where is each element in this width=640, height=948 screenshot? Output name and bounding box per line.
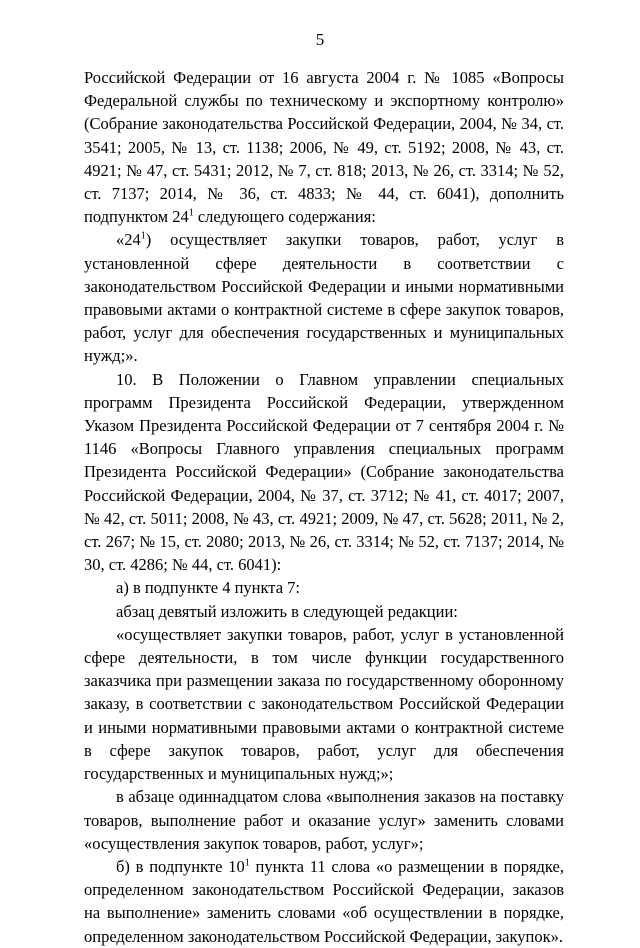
quoted-subparagraph-24-1 xyxy=(84,228,564,367)
item-10: 10. В Положении о Главном управлении специальных программ Президента Российской Федерации, утвержденном Указом Президента Российской Федерации от 7 сентября 2004 г. № 1146 «Вопросы Главного управления специальных программ Президента Российской Федерации» (Собрание законодательства Российской Федерации, 2004, № 37, ст. 3712; № 41, ст. 4017; 2007, № 42, ст. 5011; 2008, № 43, ст. 4921; 2009, № 47, ст. 5628; 2011, № 2, ст. 267; № 15, ст. 2080; 2013, № 26, ст. 3314; № 52, ст. 7137; 2014, № 30, ст. 4286; № 44, ст. 6041): xyxy=(84,369,564,575)
paragraph-text: б) в подпункте 10 xyxy=(116,856,245,876)
paragraph-amendment-continuation xyxy=(84,66,564,228)
quote-text: «24 xyxy=(116,230,141,250)
paragraph-text: Российской Федерации от 16 августа 2004 г. № 1085 «Вопросы Федеральной службы по техническому и экспортному контролю» (Собрание законодательства Российской Федерации, 2004, № 34, ст. 3541; 2005, № 13, ст. 1138; 2006, № 49, ст. 5192; 2008, № 43, ст. 4921; № 47, ст. 5431; 2012, № 7, ст. 818; 2013, № 26, ст. 3314; № 52, ст. 7137; 2014, № 36, ст. 4833; № 44, ст. 6041), дополнить подпунктом 24 xyxy=(84,68,564,227)
subitem-b xyxy=(84,855,564,948)
paragraph-text: пункта 11 слова «о размещении в порядке, определенном законодательством Российской Федерации, заказов на выполнение» заменить словами «об осуществлении в порядке, определенном законодательством Российской Федерации, закупок». xyxy=(84,856,564,946)
document-body xyxy=(84,66,564,948)
subitem-a: а) в подпункте 4 пункта 7: xyxy=(116,578,301,598)
paragraph-abzac-11: в абзаце одиннадцатом слова «выполнения заказов на поставку товаров, выполнение работ и оказание услуг» заменить словами «осуществления закупок товаров, работ, услуг»; xyxy=(84,787,564,853)
superscript: 1 xyxy=(188,207,194,219)
paragraph-abzac-9: абзац девятый изложить в следующей редакции: xyxy=(116,601,458,621)
quoted-new-wording: «осуществляет закупки товаров, работ, услуг в установленной сфере деятельности, в том числе функции государственного заказчика при размещении заказа по государственному оборонному заказу, в соответствии с законодательством Российской Федерации и иными нормативными правовыми актами о контрактной системе в сфере закупок товаров, работ, услуг для обеспечения государственных и муниципальных нужд;»; xyxy=(84,624,564,784)
superscript: 1 xyxy=(140,230,146,242)
page-number: 5 xyxy=(315,30,325,49)
paragraph-text: следующего содержания: xyxy=(193,207,376,227)
superscript: 1 xyxy=(244,857,250,869)
quote-text: ) осуществляет закупки товаров, работ, услуг в установленной сфере деятельности в соответствии с законодательством Российской Федерации и иными нормативными правовыми актами о контрактной системе в сфере закупок товаров, работ, услуг для обеспечения государственных и муниципальных нужд;». xyxy=(84,230,564,366)
